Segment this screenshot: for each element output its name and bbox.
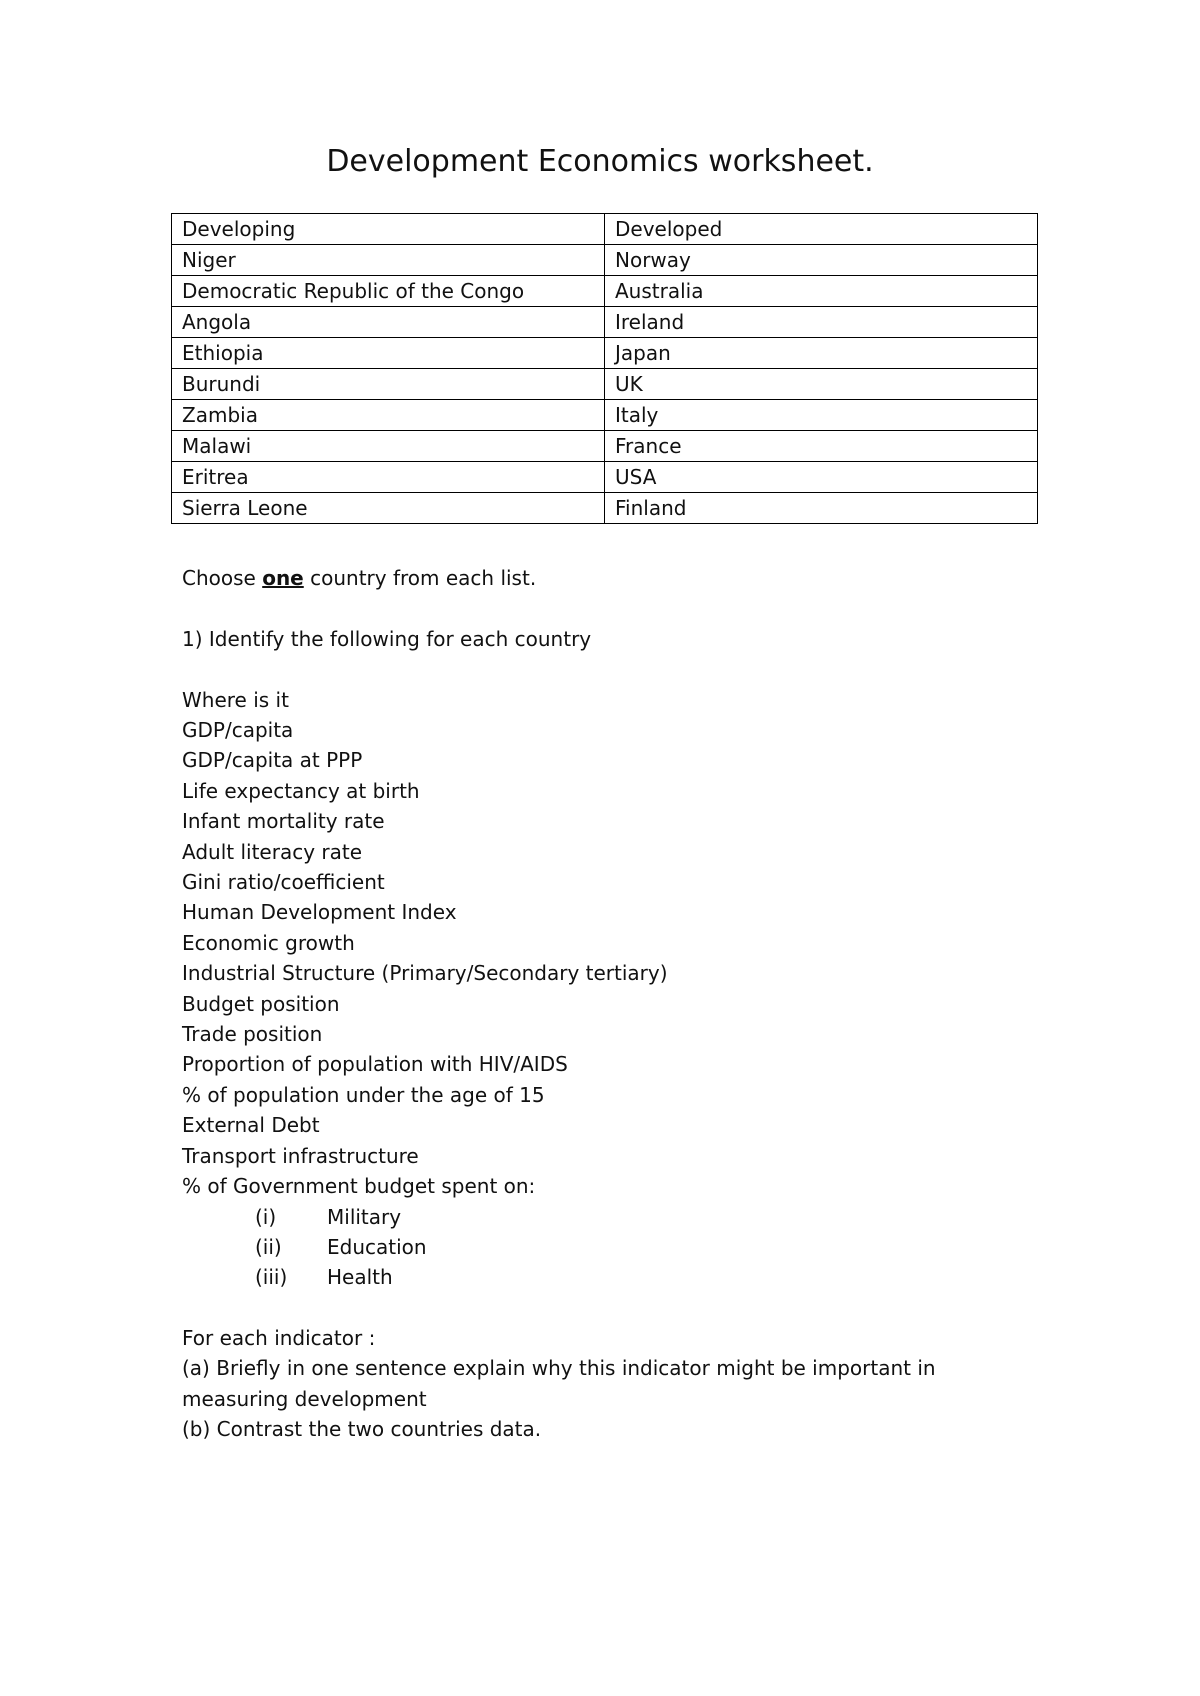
instruction-before: Choose: [182, 566, 263, 590]
budget-item: [182, 1232, 1002, 1262]
budget-item-number: (ii): [255, 1234, 282, 1259]
developing-country-cell: Democratic Republic of the Congo: [172, 276, 605, 307]
indicator-item: Economic growth: [182, 930, 355, 955]
indicator-item: Infant mortality rate: [182, 809, 385, 834]
spacer: [182, 654, 1002, 684]
developing-country-cell: Sierra Leone: [172, 493, 605, 524]
indicator-item: Industrial Structure (Primary/Secondary tertiary): [182, 961, 668, 986]
indicator-item: Adult literacy rate: [182, 839, 363, 864]
table-row: [172, 400, 1038, 431]
developed-country-cell: Japan: [605, 338, 1038, 369]
developing-country-cell: Zambia: [172, 400, 605, 431]
table-row: [172, 369, 1038, 400]
budget-item-label: Education: [327, 1234, 427, 1259]
table-row: [172, 462, 1038, 493]
spacer: [182, 1293, 1002, 1323]
indicator-item: GDP/capita: [182, 718, 294, 742]
developed-country-cell: Italy: [605, 400, 1038, 431]
developing-country-cell: Eritrea: [172, 462, 605, 493]
table-header-row: [172, 214, 1038, 245]
developed-country-cell: UK: [605, 369, 1038, 400]
page-title: Development Economics worksheet.: [326, 144, 874, 179]
indicator-item: Life expectancy at birth: [182, 778, 420, 803]
instruction-after: country from each list.: [303, 566, 537, 590]
worksheet-body: [182, 563, 1002, 1445]
budget-list: [182, 1202, 1002, 1293]
task-b: (b) Contrast the two countries data.: [182, 1417, 542, 1442]
budget-item-label: Health: [327, 1265, 393, 1290]
developed-country-cell: Ireland: [605, 307, 1038, 338]
budget-item-number: (iii): [255, 1265, 288, 1290]
indicator-item: Budget position: [182, 991, 340, 1016]
developed-country-cell: Finland: [605, 493, 1038, 524]
country-table: [171, 213, 1038, 524]
indicator-item: % of Government budget spent on:: [182, 1174, 536, 1199]
developed-country-cell: Australia: [605, 276, 1038, 307]
developed-country-cell: Norway: [605, 245, 1038, 276]
instruction: [182, 563, 1002, 593]
budget-item: [182, 1202, 1002, 1232]
table-row: [172, 493, 1038, 524]
budget-item-number: (i): [255, 1204, 277, 1229]
table-row: [172, 276, 1038, 307]
indicator-item: External Debt: [182, 1113, 320, 1138]
table-row: [172, 431, 1038, 462]
developing-country-cell: Burundi: [172, 369, 605, 400]
indicator-item: Where is it: [182, 687, 289, 712]
developing-country-cell: Niger: [172, 245, 605, 276]
spacer: [182, 593, 1002, 623]
table-row: [172, 338, 1038, 369]
table-row: [172, 245, 1038, 276]
indicator-item: % of population under the age of 15: [182, 1082, 545, 1107]
tasks-intro: For each indicator :: [182, 1326, 376, 1351]
indicator-item: Human Development Index: [182, 900, 457, 925]
header-developed: Developed: [605, 214, 1038, 245]
table-row: [172, 307, 1038, 338]
budget-item-label: Military: [327, 1204, 402, 1229]
indicator-item: Gini ratio/coefficient: [182, 870, 385, 895]
instruction-emphasis: one: [262, 566, 304, 590]
question-1: 1) Identify the following for each country: [182, 626, 592, 651]
indicator-item: Proportion of population with HIV/AIDS: [182, 1052, 568, 1077]
header-developing: Developing: [172, 214, 605, 245]
task-a: (a) Briefly in one sentence explain why this indicator might be important in measuring development: [182, 1356, 936, 1411]
developing-country-cell: Malawi: [172, 431, 605, 462]
indicator-item: Transport infrastructure: [182, 1143, 419, 1168]
developed-country-cell: France: [605, 431, 1038, 462]
indicator-item: GDP/capita at PPP: [182, 748, 363, 773]
developing-country-cell: Ethiopia: [172, 338, 605, 369]
budget-item: [182, 1262, 1002, 1292]
indicator-item: Trade position: [182, 1022, 323, 1047]
developing-country-cell: Angola: [172, 307, 605, 338]
developed-country-cell: USA: [605, 462, 1038, 493]
indicator-list: [182, 685, 1002, 1202]
